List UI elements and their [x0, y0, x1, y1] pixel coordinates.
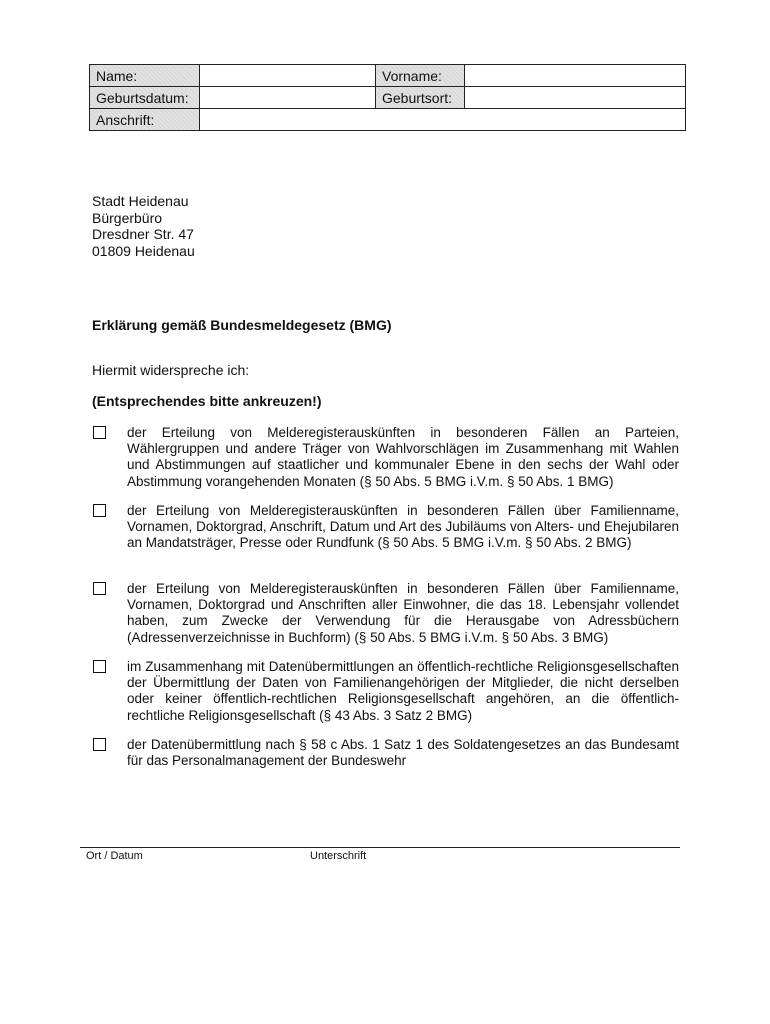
geburtsort-label: Geburtsort:: [376, 87, 465, 109]
signature-line: [80, 847, 680, 848]
option-checkbox[interactable]: [93, 582, 106, 595]
instruction-text: (Entsprechendes bitte ankreuzen!): [92, 393, 322, 409]
anschrift-label: Anschrift:: [90, 109, 200, 131]
place-date-label: Ort / Datum: [86, 850, 143, 862]
address-line: Dresdner Str. 47: [92, 226, 194, 242]
option-checkbox[interactable]: [93, 426, 106, 439]
option-checkbox[interactable]: [93, 660, 106, 673]
table-row: [90, 87, 686, 109]
address-line: Stadt Heidenau: [92, 193, 189, 209]
intro-text: Hiermit widerspreche ich:: [92, 362, 250, 378]
vorname-field[interactable]: [465, 65, 686, 87]
personal-data-table: [89, 64, 686, 131]
option-checkbox[interactable]: [93, 504, 106, 517]
option-checkbox[interactable]: [93, 738, 106, 751]
geburtsdatum-field[interactable]: [200, 87, 376, 109]
vorname-label: Vorname:: [376, 65, 465, 87]
address-line: 01809 Heidenau: [92, 242, 195, 259]
document-title: Erklärung gemäß Bundesmeldegesetz (BMG): [92, 317, 392, 333]
geburtsdatum-label: Geburtsdatum:: [90, 87, 200, 109]
name-label: Name:: [90, 65, 200, 87]
option-text: im Zusammenhang mit Datenübermittlungen an öffentlich-rechtliche Religionsgesellschaften der Übermittlung der Daten von Familienangehörigen der Mitglieder, die nicht derselben oder keiner öffentlich-rechtlichen Religionsgesellschaft angehören, an die öffentlich-rechtliche Religionsgesellschaft (§ 43 Abs. 3 Satz 2 BMG): [127, 659, 679, 723]
table-row: [90, 109, 686, 131]
address-line: Bürgerbüro: [92, 209, 163, 226]
option-text: der Datenübermittlung nach § 58 c Abs. 1 Satz 1 des Soldatengesetzes an das Bundesamt für das Personalmanagement der Bundeswehr: [127, 737, 679, 769]
option-text: der Erteilung von Melderegisterauskünften in besonderen Fällen über Familienname, Vornamen, Doktorgrad und Anschriften aller Einwohner, die das 18. Lebensjahr vollendet haben, zum Zwecke der Verwendung für die Herausgabe von Adressbüchern (Adressenverzeichnisse in Buchform) (§ 50 Abs. 5 BMG i.V.m. § 50 Abs. 3 BMG): [127, 581, 679, 645]
geburtsort-field[interactable]: [465, 87, 686, 109]
name-field[interactable]: [200, 65, 376, 87]
option-text: der Erteilung von Melderegisterauskünften in besonderen Fällen an Parteien, Wählergruppen und andere Träger von Wahlvorschlägen im Zusammenhang mit Wahlen und Abstimmungen auf staatlicher und kommunaler Ebene in den sechs der Wahl oder Abstimmung vorangehenden Monaten (§ 50 Abs. 5 BMG i.V.m. § 50 Abs. 1 BMG): [127, 425, 679, 489]
anschrift-field[interactable]: [200, 109, 686, 131]
signature-label: Unterschrift: [310, 850, 367, 862]
table-row: [90, 65, 686, 87]
option-text: der Erteilung von Melderegisterauskünften in besonderen Fällen über Familienname, Vornamen, Doktorgrad, Anschrift, Datum und Art des Jubiläums von Alters- und Ehejubilaren an Mandatsträger, Presse oder Rundfunk (§ 50 Abs. 5 BMG i.V.m. § 50 Abs. 2 BMG): [127, 503, 679, 551]
recipient-address: [92, 193, 195, 259]
